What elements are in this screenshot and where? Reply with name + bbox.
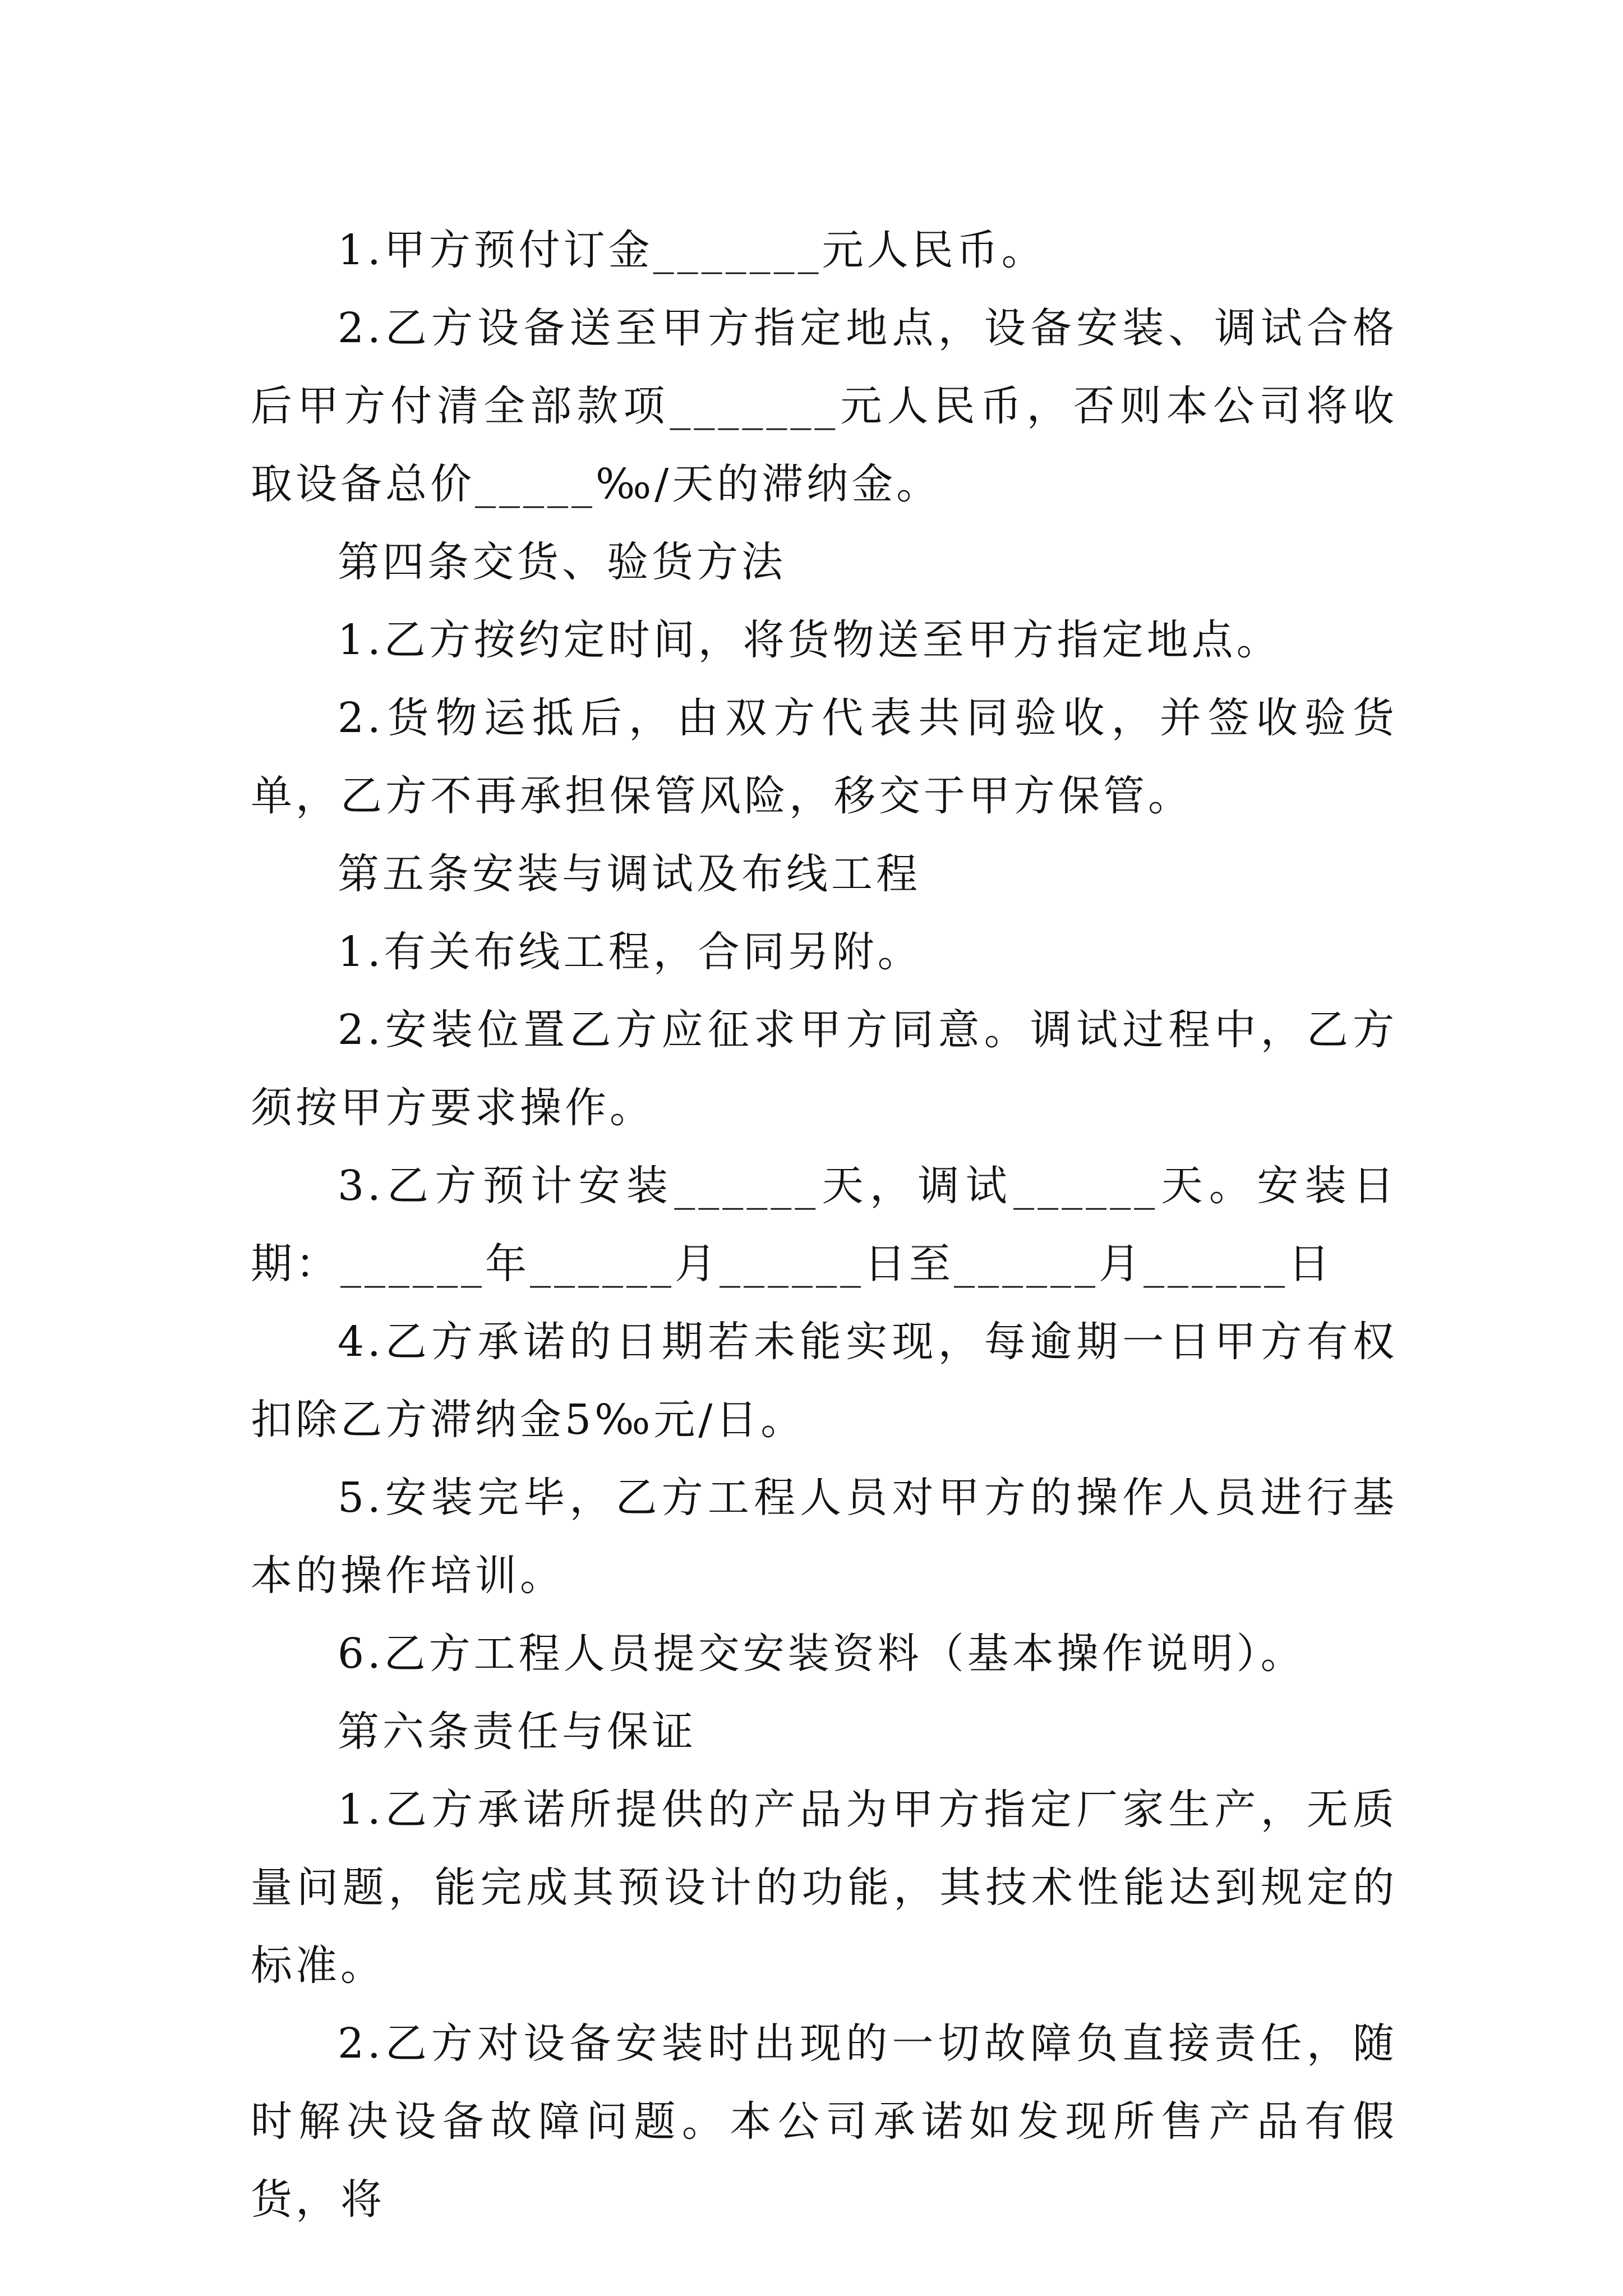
paragraph-fault-responsibility: 2.乙方对设备安装时出现的一切故障负直接责任，随时解决设备故障问题。本公司承诺如发现所售产品有假货，将 [251,2019,1398,2224]
section-heading-delivery: 第四条交货、验货方法 [338,538,786,586]
section-heading-installation: 第五条安装与调试及布线工程 [338,850,921,898]
paragraph-training: 5.安装完毕，乙方工程人员对甲方的操作人员进行基本的操作培训。 [251,1474,1398,1600]
paragraph-late-penalty: 4.乙方承诺的日期若未能实现，每逾期一日甲方有权扣除乙方滞纳金5‰元/日。 [251,1318,1398,1444]
paragraph-inspection: 2.货物运抵后，由双方代表共同验收，并签收验货单，乙方不再承担保管风险，移交于甲方保管。 [251,694,1398,820]
paragraph-wiring: 1.有关布线工程，合同另附。 [338,928,923,976]
paragraph-delivery-time: 1.乙方按约定时间，将货物送至甲方指定地点。 [338,616,1281,664]
document-body [251,211,1398,2239]
paragraph-install-location: 2.安装位置乙方应征求甲方同意。调试过程中，乙方须按甲方要求操作。 [251,1006,1398,1132]
paragraph-deposit: 1.甲方预付订金_______元人民币。 [338,226,1046,274]
section-heading-warranty: 第六条责任与保证 [338,1708,697,1756]
paragraph-product-guarantee: 1.乙方承诺所提供的产品为甲方指定厂家生产，无质量问题，能完成其预设计的功能，其技术性能达到规定的标准。 [251,1786,1398,1990]
paragraph-install-docs: 6.乙方工程人员提交安装资料（基本操作说明）。 [338,1630,1306,1678]
paragraph-install-schedule: 3.乙方预计安装______天，调试______天。安装日期：______年______月______日至______月______日 [251,1162,1398,1288]
paragraph-payment: 2.乙方设备送至甲方指定地点，设备安装、调试合格后甲方付清全部款项_______元人民币，否则本公司将收取设备总价_____‰/天的滞纳金。 [251,304,1398,508]
